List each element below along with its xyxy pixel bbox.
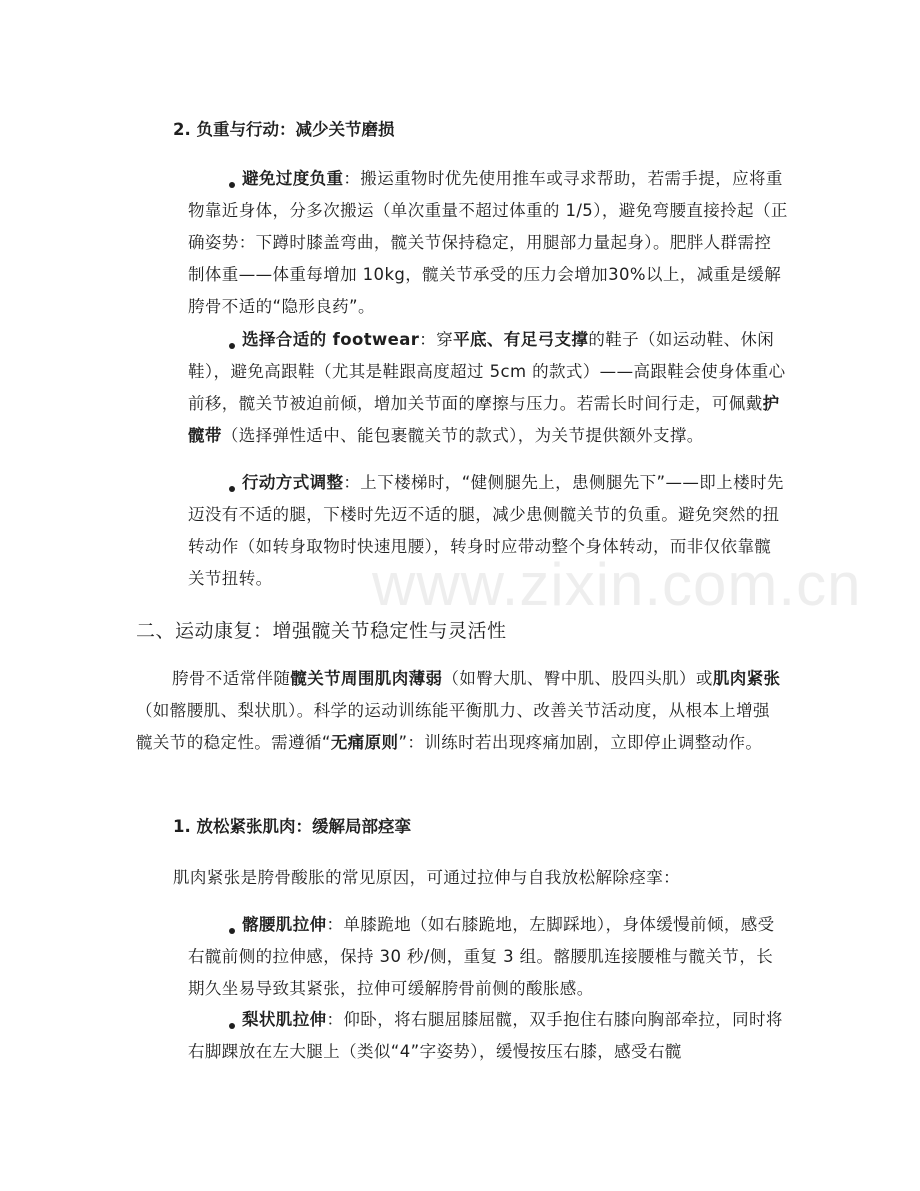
bullet-text: ：穿 [419,330,454,349]
paragraph-keyword: 肌肉紧张 [712,669,781,688]
paragraph-text: 胯骨不适常伴随 [172,669,291,688]
bullet-keyword: 护髋带 [188,394,780,445]
paragraph-text: ”：训练时若出现疼痛加剧，立即停止调整动作。 [398,733,763,752]
bullet-keyword: 选择合适的 footwear [242,330,420,349]
bullet-keyword: 梨状肌拉伸 [242,1010,327,1029]
section-heading-rehab: 二、运动康复：增强髋关节稳定性与灵活性 [136,620,507,642]
paragraph-text: （如髂腰肌、梨状肌）。科学的运动训练能平衡肌力、改善关节活动度，从根本上增强髋关节的稳定性。需遵循“ [136,701,770,752]
paragraph-keyword: 无痛原则 [330,733,399,752]
paragraph-text: （如臀大肌、臀中肌、股四头肌）或 [442,669,713,688]
section-heading-relax: 1. 放松紧张肌肉：缓解局部痉挛 [173,817,411,836]
bullet-keyword: 行动方式调整 [242,473,344,492]
bullet-movement [188,467,788,595]
bullet-avoid-overload [188,163,788,323]
watermark: www.zixin.com.cn [372,551,862,618]
bullet-text: ：上下楼梯时，“健侧腿先上，患侧腿先下”——即上楼时先迈没有不适的腿，下楼时先迈不适的腿，减少患侧髋关节的负重。避免突然的扭转动作（如转身取物时快速甩腰），转身时应带动整个身体转动，而非仅依靠髋关节扭转。 [188,473,784,588]
paragraph-rehab-intro [136,663,786,759]
paragraph-keyword: 髋关节周围肌肉薄弱 [290,669,443,688]
bullet-keyword: 避免过度负重 [242,169,344,188]
relax-intro: 肌肉紧张是胯骨酸胀的常见原因，可通过拉伸与自我放松解除痉挛： [173,868,680,887]
bullet-piriformis [188,1004,788,1068]
bullet-iliopsoas [188,909,788,1005]
bullet-text: ：单膝跪地（如右膝跪地，左脚踩地），身体缓慢前倾，感受右髋前侧的拉伸感，保持 30 秒/侧，重复 3 组。髂腰肌连接腰椎与髋关节，长期久坐易导致其紧张，拉伸可缓解胯骨前侧的酸胀感。 [188,915,775,998]
bullet-keyword: 髂腰肌拉伸 [242,915,327,934]
bullet-text: ：搬运重物时优先使用推车或寻求帮助，若需手提，应将重物靠近身体，分多次搬运（单次重量不超过体重的 1/5），避免弯腰直接拎起（正确姿势：下蹲时膝盖弯曲，髋关节保持稳定，用腿部力量起身）。肥胖人群需控制体重——体重每增加 10kg，髋关节承受的压力会增加30%以上，减重是缓解胯骨不适的“隐形良药”。 [188,169,788,316]
bullet-footwear [188,324,788,452]
bullet-keyword: 平底、有足弓支撑 [453,330,589,349]
section-heading-load: 2. 负重与行动：减少关节磨损 [173,120,395,139]
bullet-text: （选择弹性适中、能包裹髋关节的款式），为关节提供额外支撑。 [221,426,704,445]
bullet-text: 的鞋子（如运动鞋、休闲鞋），避免高跟鞋（尤其是鞋跟高度超过 5cm 的款式）——高跟鞋会使身体重心前移，髋关节被迫前倾，增加关节面的摩擦与压力。若需长时间行走，可佩戴 [188,330,786,413]
bullet-text: ：仰卧，将右腿屈膝屈髋，双手抱住右膝向胸部牵拉，同时将右脚踝放在左大腿上（类似“4”字姿势），缓慢按压右膝，感受右髋 [188,1010,783,1061]
